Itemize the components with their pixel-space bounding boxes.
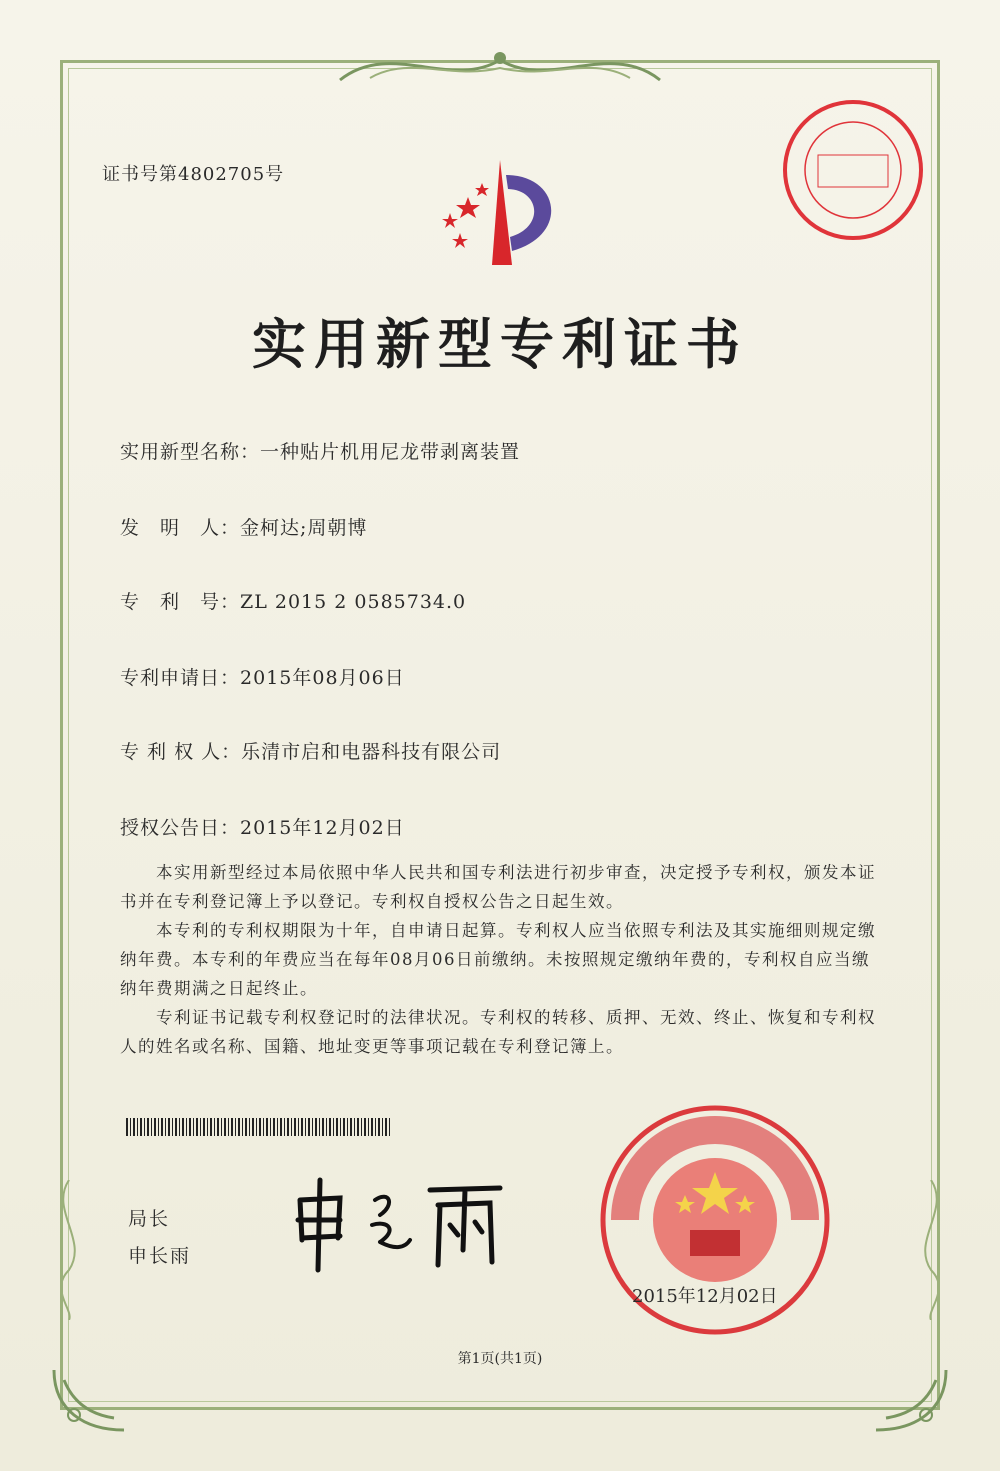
tax-stamp-icon	[778, 95, 928, 245]
field-value: 一种贴片机用尼龙带剥离装置	[260, 441, 521, 463]
field-grant-date	[120, 813, 405, 840]
page-number: 第1页(共1页)	[457, 1351, 543, 1367]
director-name: 申长雨	[128, 1245, 192, 1267]
field-patentee	[120, 737, 501, 764]
field-value: ZL 2015 2 0585734.0	[240, 591, 467, 613]
field-value: 金柯达;周朝博	[240, 517, 368, 539]
top-ornament-icon	[330, 40, 670, 90]
certificate-number: 证书号第4802705号	[102, 164, 285, 185]
barcode	[126, 1118, 390, 1136]
field-label: 专 利 号：	[120, 591, 241, 613]
field-label: 实用新型名称：	[120, 441, 261, 463]
field-label: 发 明 人：	[120, 517, 241, 539]
patent-office-logo-icon	[420, 155, 580, 270]
signature-icon	[280, 1170, 520, 1280]
field-value: 2015年08月06日	[240, 667, 405, 689]
paragraph-legal-status: 专利证书记载专利权登记时的法律状况。专利权的转移、质押、无效、终止、恢复和专利权人的姓名或名称、国籍、地址变更等事项记载在专利登记簿上。	[120, 1008, 876, 1056]
certificate-title: 实用新型专利证书	[252, 312, 748, 376]
director-title: 局长	[128, 1208, 171, 1230]
field-value: 2015年12月02日	[240, 817, 405, 839]
bottom-right-ornament-icon	[866, 1360, 956, 1440]
side-ornament-right-icon	[906, 1180, 956, 1320]
field-utility-model-name	[120, 437, 520, 464]
field-patent-number	[120, 587, 466, 614]
field-label: 专利申请日：	[120, 667, 241, 689]
field-label: 授权公告日：	[120, 817, 241, 839]
paragraph-term: 本专利的专利权期限为十年，自申请日起算。专利权人应当依照专利法及其实施细则规定缴纳年费。本专利的年费应当在每年08月06日前缴纳。未按照规定缴纳年费的，专利权自应当缴纳年费期满之日起终止。	[120, 921, 876, 998]
field-application-date	[120, 663, 405, 690]
seal-date: 2015年12月02日	[632, 1286, 778, 1307]
bottom-left-ornament-icon	[44, 1360, 134, 1440]
field-inventors	[120, 513, 367, 540]
field-label: 专 利 权 人：	[120, 741, 242, 763]
field-value: 乐清市启和电器科技有限公司	[241, 741, 502, 763]
paragraph-examination: 本实用新型经过本局依照中华人民共和国专利法进行初步审查，决定授予专利权，颁发本证书并在专利登记簿上予以登记。专利权自授权公告之日起生效。	[120, 863, 876, 911]
side-ornament-icon	[44, 1180, 94, 1320]
